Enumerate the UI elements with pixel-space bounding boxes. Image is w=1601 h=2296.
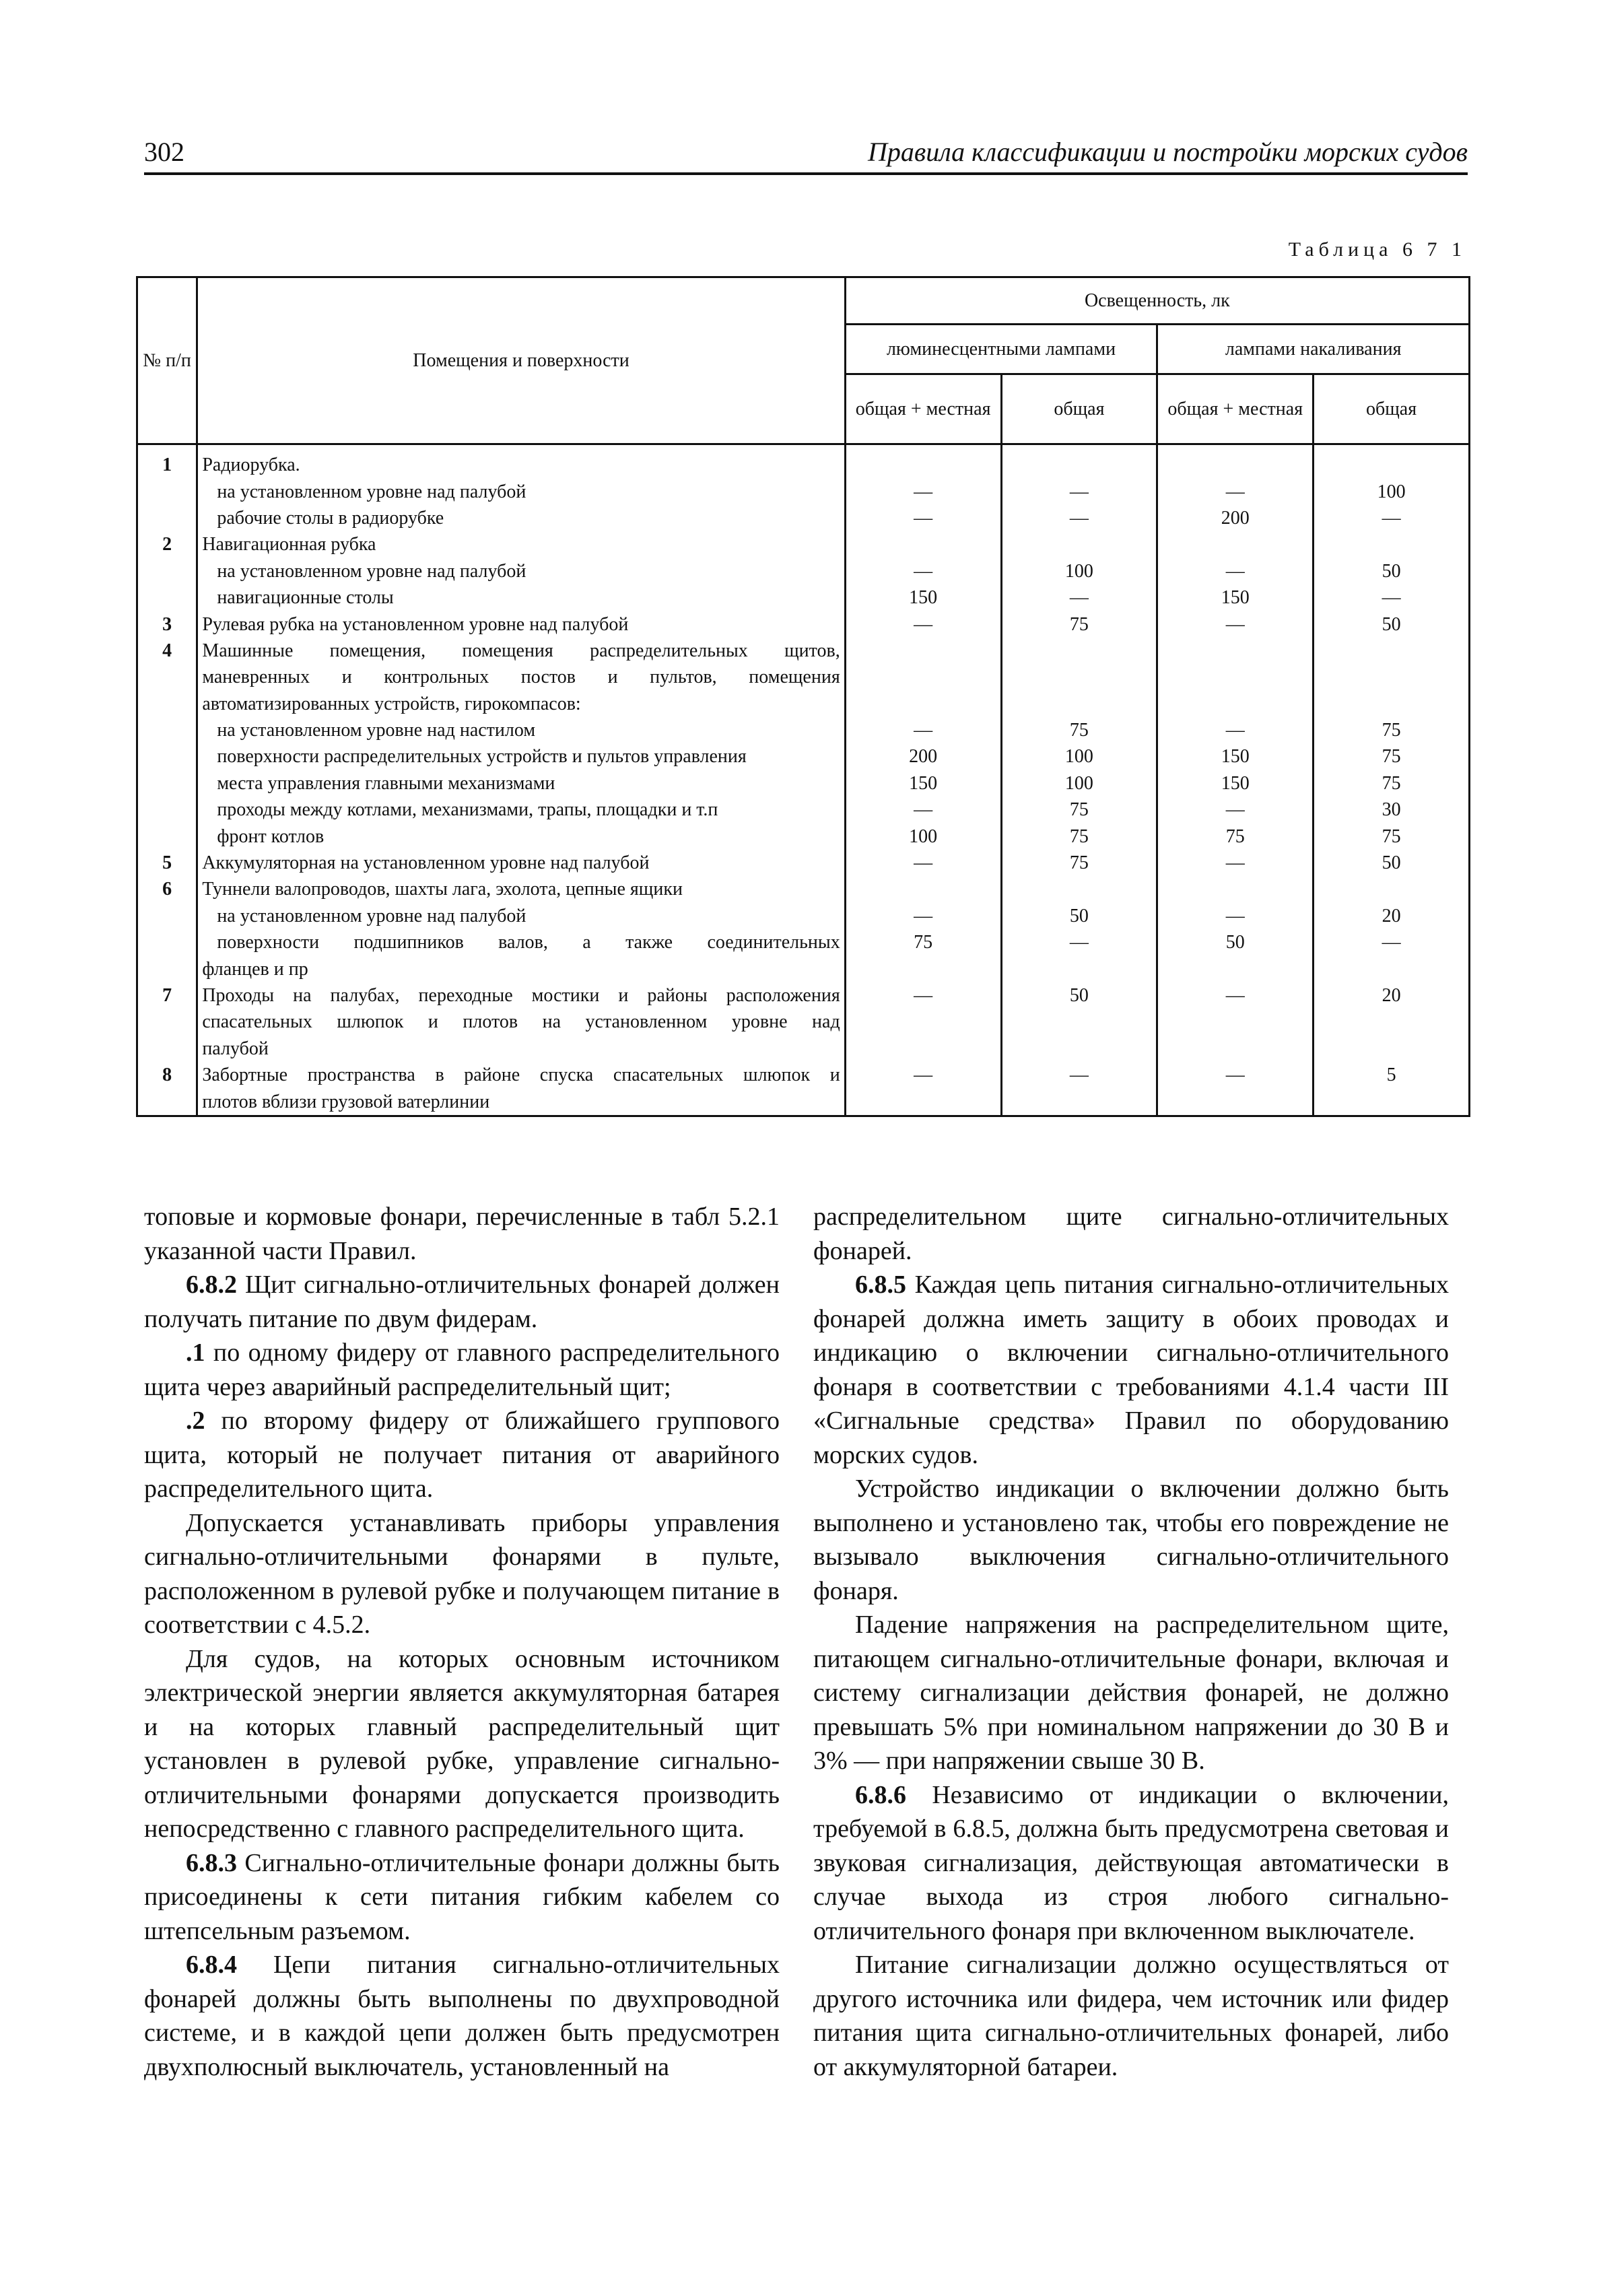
value-fluorescent-general: 100	[1001, 743, 1157, 770]
value-incandescent-general-local: 150	[1157, 584, 1314, 611]
header-fluorescent-general-local: общая + местная	[845, 374, 1001, 444]
value-fluorescent-general-local: 150	[845, 584, 1001, 611]
value-fluorescent-general-local: —	[845, 797, 1001, 823]
value-fluorescent-general-local: —	[845, 611, 1001, 637]
value-incandescent-general: 75	[1314, 743, 1470, 770]
header-num: № п/п	[137, 277, 197, 444]
row-number: 1	[137, 444, 197, 479]
value-incandescent-general: 5	[1314, 1062, 1470, 1088]
value-incandescent-general: 75	[1314, 823, 1470, 849]
row-name: на установленном уровне над палубой	[197, 478, 845, 504]
row-name: плотов вблизи грузовой ватерлинии	[197, 1088, 845, 1116]
table-row	[137, 691, 1470, 717]
value-fluorescent-general	[1001, 1009, 1157, 1035]
table-row	[137, 770, 1470, 797]
value-incandescent-general-local: —	[1157, 850, 1314, 876]
value-incandescent-general-local	[1157, 955, 1314, 982]
value-incandescent-general	[1314, 638, 1470, 664]
value-incandescent-general-local	[1157, 531, 1314, 558]
value-incandescent-general-local	[1157, 638, 1314, 664]
paragraph-text: Щит сигнально-отличительных фонарей должен получать питание по двум фидерам.	[144, 1271, 780, 1333]
table-row	[137, 955, 1470, 982]
row-number	[137, 478, 197, 504]
header-illumination: Освещенность, лк	[845, 277, 1469, 325]
row-number	[137, 929, 197, 955]
row-name: поверхности подшипников валов, а также соединительных	[197, 929, 845, 955]
paragraph-number: .1	[186, 1339, 205, 1367]
row-name: Забортные пространства в районе спуска спасательных шлюпок и	[197, 1062, 845, 1088]
value-incandescent-general-local	[1157, 1088, 1314, 1116]
paragraph-text: топовые и кормовые фонари, перечисленные в табл 5.2.1 указанной части Правил.	[144, 1203, 780, 1265]
value-incandescent-general	[1314, 1088, 1470, 1116]
table-row	[137, 558, 1470, 584]
header-name: Помещения и поверхности	[197, 277, 845, 444]
row-name: фронт котлов	[197, 823, 845, 849]
value-fluorescent-general: —	[1001, 1062, 1157, 1088]
value-fluorescent-general	[1001, 638, 1157, 664]
value-fluorescent-general-local: 150	[845, 770, 1001, 797]
row-name: Радиорубка.	[197, 444, 845, 479]
table-row	[137, 584, 1470, 611]
value-incandescent-general-local: 200	[1157, 505, 1314, 531]
value-incandescent-general: 50	[1314, 611, 1470, 637]
table-body	[137, 444, 1470, 1116]
paragraph-text: по одному фидеру от главного распределительного щита через аварийный распределительный щит;	[144, 1339, 780, 1401]
row-name: Аккумуляторная на установленном уровне над палубой	[197, 850, 845, 876]
value-incandescent-general-local	[1157, 691, 1314, 717]
row-number: 2	[137, 531, 197, 558]
value-incandescent-general-local: —	[1157, 903, 1314, 929]
row-name: Навигационная рубка	[197, 531, 845, 558]
paragraph	[813, 1778, 1449, 1949]
value-fluorescent-general	[1001, 1088, 1157, 1116]
value-incandescent-general-local	[1157, 1009, 1314, 1035]
paragraph	[144, 1268, 780, 1336]
paragraph	[144, 1948, 780, 2084]
value-fluorescent-general: 75	[1001, 850, 1157, 876]
paragraph-text: Питание сигнализации должно осуществляться от другого источника или фидера, чем источник или фидер питания щита сигнально-отличительных фонарей, либо от аккумуляторной батареи.	[813, 1951, 1449, 2081]
row-name: на установленном уровне над палубой	[197, 558, 845, 584]
paragraph	[813, 1268, 1449, 1472]
value-incandescent-general-local: 150	[1157, 743, 1314, 770]
table-row	[137, 717, 1470, 743]
value-fluorescent-general-local: —	[845, 903, 1001, 929]
row-number	[137, 505, 197, 531]
row-number	[137, 558, 197, 584]
value-fluorescent-general: —	[1001, 478, 1157, 504]
value-fluorescent-general	[1001, 531, 1157, 558]
row-name: маневренных и контрольных постов и пультов, помещения	[197, 664, 845, 690]
value-fluorescent-general: 75	[1001, 611, 1157, 637]
paragraph	[813, 1200, 1449, 1268]
value-incandescent-general: —	[1314, 584, 1470, 611]
row-number: 6	[137, 876, 197, 902]
row-number	[137, 1088, 197, 1116]
row-number	[137, 717, 197, 743]
paragraph	[813, 1472, 1449, 1608]
value-incandescent-general-local	[1157, 444, 1314, 479]
value-incandescent-general-local: 150	[1157, 770, 1314, 797]
value-fluorescent-general: 50	[1001, 982, 1157, 1009]
text-column-right	[813, 1200, 1449, 2084]
value-fluorescent-general: —	[1001, 584, 1157, 611]
illumination-table	[136, 276, 1470, 1117]
value-incandescent-general: 100	[1314, 478, 1470, 504]
row-number	[137, 664, 197, 690]
value-incandescent-general: 50	[1314, 558, 1470, 584]
value-incandescent-general-local: —	[1157, 982, 1314, 1009]
value-fluorescent-general: —	[1001, 929, 1157, 955]
row-number	[137, 1009, 197, 1035]
row-name: Рулевая рубка на установленном уровне над палубой	[197, 611, 845, 637]
value-incandescent-general	[1314, 876, 1470, 902]
paragraph	[144, 1404, 780, 1506]
value-fluorescent-general: 100	[1001, 770, 1157, 797]
value-fluorescent-general: 75	[1001, 797, 1157, 823]
row-number: 3	[137, 611, 197, 637]
header-incandescent: лампами накаливания	[1157, 325, 1470, 374]
paragraph-text: Устройство индикации о включении должно быть выполнено и установлено так, чтобы его повреждение не вызывало выключения сигнально-отличительного фонаря.	[813, 1475, 1449, 1605]
value-fluorescent-general-local	[845, 1036, 1001, 1062]
value-fluorescent-general	[1001, 955, 1157, 982]
value-incandescent-general	[1314, 955, 1470, 982]
value-fluorescent-general-local	[845, 691, 1001, 717]
value-incandescent-general: —	[1314, 505, 1470, 531]
paragraph-text: Цепи питания сигнально-отличительных фонарей должны быть выполнены по двухпроводной системе, и в каждой цепи должен быть предусмотрен двухполюсный выключатель, установленный на	[144, 1951, 780, 2081]
paragraph-text: Для судов, на которых основным источником электрической энергии является аккумуляторная батарея и на которых главный распределительный щит установлен в рулевой рубке, управление сигнально-отличительными фонарями допускается производить непосредственно с главного распределительного щита.	[144, 1644, 780, 1843]
value-fluorescent-general-local: —	[845, 558, 1001, 584]
value-fluorescent-general: —	[1001, 505, 1157, 531]
value-fluorescent-general-local	[845, 444, 1001, 479]
value-fluorescent-general: 75	[1001, 717, 1157, 743]
paragraph	[144, 1846, 780, 1949]
value-fluorescent-general-local: —	[845, 717, 1001, 743]
row-name: навигационные столы	[197, 584, 845, 611]
table-row	[137, 929, 1470, 955]
page-header	[144, 132, 1468, 175]
value-incandescent-general: 75	[1314, 717, 1470, 743]
value-incandescent-general-local	[1157, 664, 1314, 690]
value-fluorescent-general-local: —	[845, 505, 1001, 531]
value-incandescent-general	[1314, 691, 1470, 717]
table-row	[137, 478, 1470, 504]
row-number	[137, 823, 197, 849]
table-row	[137, 664, 1470, 690]
value-fluorescent-general: 100	[1001, 558, 1157, 584]
value-incandescent-general: 20	[1314, 903, 1470, 929]
paragraph-number: 6.8.6	[855, 1780, 906, 1809]
paragraph-number: 6.8.5	[855, 1271, 906, 1299]
paragraph-text: Каждая цепь питания сигнально-отличительных фонарей должна иметь защиту в обоих проводах и индикацию о включении сигнально-отличительного фонаря в соответствии с требованиями 4.1.4 части III «Сигнальные средства» Правил по оборудованию морских судов.	[813, 1271, 1449, 1469]
table-row	[137, 1062, 1470, 1088]
value-incandescent-general-local: —	[1157, 797, 1314, 823]
table-row	[137, 505, 1470, 531]
row-name: Машинные помещения, помещения распределительных щитов,	[197, 638, 845, 664]
value-fluorescent-general-local: —	[845, 478, 1001, 504]
value-fluorescent-general: 75	[1001, 823, 1157, 849]
row-number	[137, 770, 197, 797]
table-row	[137, 531, 1470, 558]
table-row	[137, 1036, 1470, 1062]
row-name: места управления главными механизмами	[197, 770, 845, 797]
value-incandescent-general-local: —	[1157, 478, 1314, 504]
paragraph-text: по второму фидеру от ближайшего группового щита, который не получает питания от аварийного распределительного щита.	[144, 1407, 780, 1503]
value-fluorescent-general-local	[845, 664, 1001, 690]
table-row	[137, 444, 1470, 479]
row-name: автоматизированных устройств, гирокомпасов:	[197, 691, 845, 717]
row-name: на установленном уровне над палубой	[197, 903, 845, 929]
value-fluorescent-general	[1001, 664, 1157, 690]
value-fluorescent-general-local: 100	[845, 823, 1001, 849]
value-fluorescent-general-local: —	[845, 1062, 1001, 1088]
paragraph-number: 6.8.4	[186, 1951, 237, 1979]
value-incandescent-general	[1314, 1009, 1470, 1035]
value-incandescent-general-local: 50	[1157, 929, 1314, 955]
value-fluorescent-general	[1001, 691, 1157, 717]
table-row	[137, 743, 1470, 770]
paragraph-number: 6.8.3	[186, 1848, 237, 1877]
value-incandescent-general-local	[1157, 876, 1314, 902]
header-fluorescent-general: общая	[1001, 374, 1157, 444]
value-fluorescent-general: 50	[1001, 903, 1157, 929]
table-row	[137, 903, 1470, 929]
value-fluorescent-general-local	[845, 1088, 1001, 1116]
paragraph	[813, 1608, 1449, 1778]
value-incandescent-general-local	[1157, 1036, 1314, 1062]
table-row	[137, 611, 1470, 637]
text-column-left	[144, 1200, 780, 2084]
paragraph-text: распределительном щите сигнально-отличительных фонарей.	[813, 1203, 1449, 1265]
row-name: на установленном уровне над настилом	[197, 717, 845, 743]
paragraph-text: Допускается устанавливать приборы управления сигнально-отличительными фонарями в пульте, расположенном в рулевой рубке и получающем питание в соответствии с 4.5.2.	[144, 1508, 780, 1639]
value-incandescent-general-local: —	[1157, 558, 1314, 584]
paragraph	[144, 1642, 780, 1846]
value-incandescent-general	[1314, 664, 1470, 690]
paragraph-text: Падение напряжения на распределительном щите, питающем сигнально-отличительные фонари, включая и систему сигнализации действия фонарей, не должно превышать 5% при номинальном напряжении до 30 В и 3% — при напряжении свыше 30 В.	[813, 1611, 1449, 1775]
value-fluorescent-general-local: —	[845, 850, 1001, 876]
table-row	[137, 797, 1470, 823]
paragraph-number: .2	[186, 1407, 205, 1435]
header-incandescent-general: общая	[1314, 374, 1470, 444]
page-number: 302	[144, 137, 184, 167]
value-fluorescent-general-local	[845, 876, 1001, 902]
row-name: поверхности распределительных устройств и пультов управления	[197, 743, 845, 770]
value-fluorescent-general-local: 200	[845, 743, 1001, 770]
table-row	[137, 638, 1470, 664]
table-row	[137, 982, 1470, 1009]
row-name: Проходы на палубах, переходные мостики и районы расположения	[197, 982, 845, 1009]
value-incandescent-general: —	[1314, 929, 1470, 955]
value-incandescent-general-local: —	[1157, 1062, 1314, 1088]
value-fluorescent-general-local	[845, 531, 1001, 558]
running-title: Правила классификации и постройки морских судов	[867, 137, 1468, 167]
value-incandescent-general	[1314, 1036, 1470, 1062]
value-fluorescent-general	[1001, 444, 1157, 479]
row-name: Туннели валопроводов, шахты лага, эхолота, цепные ящики	[197, 876, 845, 902]
paragraph-text: Независимо от индикации о включении, требуемой в 6.8.5, должна быть предусмотрена световая и звуковая сигнализация, действующая автоматически в случае выхода из строя любого сигнально-отличительного фонаря при включенном выключателе.	[813, 1780, 1449, 1945]
paragraph	[144, 1336, 780, 1404]
row-number: 7	[137, 982, 197, 1009]
row-number	[137, 691, 197, 717]
row-number	[137, 584, 197, 611]
value-fluorescent-general-local: 75	[845, 929, 1001, 955]
row-name: рабочие столы в радиорубке	[197, 505, 845, 531]
value-incandescent-general: 20	[1314, 982, 1470, 1009]
table-row	[137, 850, 1470, 876]
row-number: 8	[137, 1062, 197, 1088]
table-caption: Таблица 6 7 1	[1288, 238, 1466, 261]
value-fluorescent-general	[1001, 876, 1157, 902]
header-fluorescent: люминесцентными лампами	[845, 325, 1157, 374]
row-name: палубой	[197, 1036, 845, 1062]
value-incandescent-general: 75	[1314, 770, 1470, 797]
row-number	[137, 955, 197, 982]
row-number	[137, 1036, 197, 1062]
row-name: проходы между котлами, механизмами, трапы, площадки и т.п	[197, 797, 845, 823]
value-fluorescent-general-local	[845, 955, 1001, 982]
value-fluorescent-general-local	[845, 1009, 1001, 1035]
table-row	[137, 876, 1470, 902]
table-row	[137, 1088, 1470, 1116]
paragraph	[813, 1948, 1449, 2084]
value-incandescent-general-local: —	[1157, 717, 1314, 743]
value-fluorescent-general-local: —	[845, 982, 1001, 1009]
paragraph-number: 6.8.2	[186, 1271, 237, 1299]
value-incandescent-general: 30	[1314, 797, 1470, 823]
row-name: спасательных шлюпок и плотов на установленном уровне над	[197, 1009, 845, 1035]
value-incandescent-general	[1314, 531, 1470, 558]
value-fluorescent-general	[1001, 1036, 1157, 1062]
value-incandescent-general-local: 75	[1157, 823, 1314, 849]
value-fluorescent-general-local	[845, 638, 1001, 664]
row-name: фланцев и пр	[197, 955, 845, 982]
paragraph	[144, 1506, 780, 1642]
paragraph-text: Сигнально-отличительные фонари должны быть присоединены к сети питания гибким кабелем со штепсельным разъемом.	[144, 1848, 780, 1945]
value-incandescent-general-local: —	[1157, 611, 1314, 637]
table-row	[137, 823, 1470, 849]
value-incandescent-general: 50	[1314, 850, 1470, 876]
paragraph	[144, 1200, 780, 1268]
row-number	[137, 797, 197, 823]
row-number	[137, 743, 197, 770]
header-incandescent-general-local: общая + местная	[1157, 374, 1314, 444]
row-number	[137, 903, 197, 929]
table-row	[137, 1009, 1470, 1035]
row-number: 4	[137, 638, 197, 664]
row-number: 5	[137, 850, 197, 876]
value-incandescent-general	[1314, 444, 1470, 479]
